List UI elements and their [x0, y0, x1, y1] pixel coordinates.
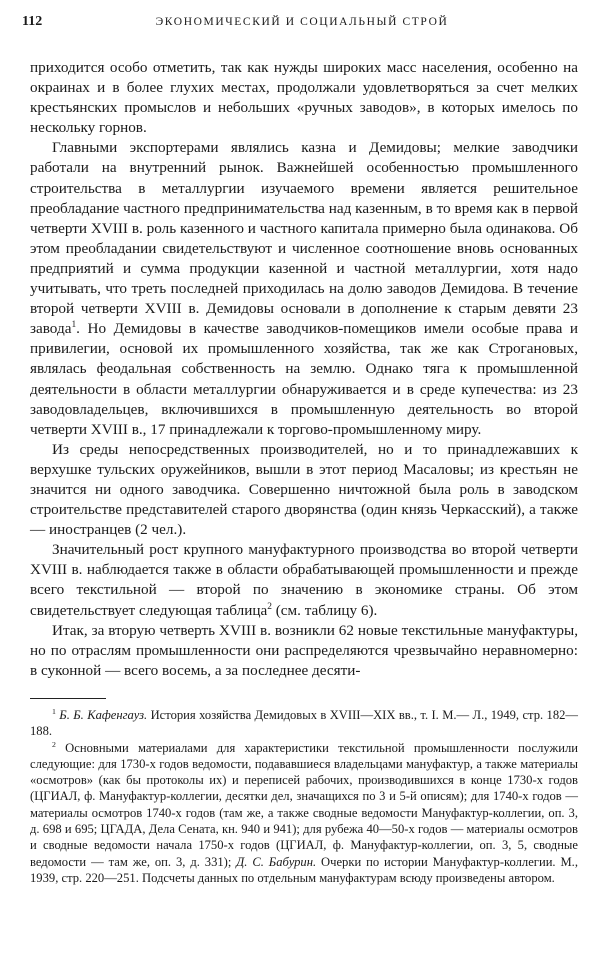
footnote-2-author: Д. С. Бабурин. [236, 854, 317, 869]
page-number: 112 [22, 14, 43, 29]
paragraph-manufactures: Итак, за вторую четверть XVIII в. возникли 62 новые текстильные мануфактуры, но по отраслям промышленности они распределяются чрезвычайно неравномерно: в суконной — всего восемь, а за последнее десяти- [30, 621, 578, 679]
footnote-1-mark: 1 [52, 706, 56, 716]
footnote-1-author: Б. Б. Кафенгауз. [59, 707, 148, 722]
footnote-2-tail: Очерки по истории Мануфактур-коллегии. М., 1939, стр. 220—251. Подсчеты данных по отдельным мануфактурам всюду произведены автором. [30, 854, 578, 885]
paragraph-text: (см. таблицу 6). [271, 601, 378, 619]
paragraph-text: Значительный рост крупного мануфактурного производства во второй четверти XVIII в. наблюдается также в области обрабатывающей промышленности и прежде всего текстильной — второй по значению в экономике страны. Об этом свидетельствует следующая таблица [30, 541, 578, 619]
paragraph-exporters [30, 138, 578, 439]
footnote-2-text: Основными материалами для характеристики текстильной промышленности послужили следующие: для 1730-х годов ведомости, подававшиеся владельцами мануфактур, а также материалы «осмотров» (как бы протоколы их) и переписей рабочих, производившихся в конце 1730-х годов (ЦГИАЛ, ф. Мануфактур-коллегии, десятки дел, значащихся по 3 и 5-й описям); для 1740-х годов — материалы осмотров 1740-х годов (там же, а также сводные ведомости Мануфактур-коллегии, оп. 3, д. 698 и 695; ЦГАДА, Дела Сената, кн. 940 и 941); для рубежа 40—50-х годов — материалы осмотров и сводные ведомости начала 1750-х годов (ЦГИАЛ, ф. Мануфактур-коллегии, оп. 3, 5, сводные ведомости — там же, оп. 3, д. 331); [30, 740, 578, 869]
footnote-1 [30, 707, 578, 740]
paragraph-text: Главными экспортерами являлись казна и Демидовы; мелкие заводчики работали на внутренний рынок. Важнейшей особенностью промышленного строительства в металлургии изучаемого времени является решительное преобладание частного предпринимательства над казенным, в то время как в первой четверти XVIII в. роль казенного и частного капитала примерно была одинакова. Об этом преобладании свидетельствуют и численное соотношение вновь основанных предприятий и сумма продукции казенной и частной металлургии, хотя надо учитывать, что треть последней приходилась на долю заводов Демидова. В течение второй четверти XVIII в. Демидовы основали в дополнение к старым девяти 23 завода [30, 139, 578, 338]
footnote-2 [30, 740, 578, 887]
paragraph-continuation: приходится особо отметить, так как нужды широких масс населения, особенно на окраинах и в более глухих местах, продолжали удовлетворяться за счет мелких крестьянских промыслов и небольших «ручных заводов», в которых имелось по нескольку горнов. [30, 59, 578, 137]
footnote-2-mark: 2 [52, 739, 56, 749]
footnote-ref-2[interactable]: 2 [267, 601, 272, 612]
paragraph-text: . Но Демидовы в качестве заводчиков-помещиков имели особые права и привилегии, основой их промышленного хозяйства, так же как Строгановых, являлась феодальная собственность на землю. Однако тяга к промышленной деятельности в области металлургии обнаруживается и в среде купечества: из 23 заводовладельцев, включившихся в промышленную деятельность во второй четверти XVIII в., 17 принадлежали к торгово-промышленному миру. [30, 320, 578, 438]
paragraph-textile-growth [30, 540, 578, 620]
running-title: ЭКОНОМИЧЕСКИЙ И СОЦИАЛЬНЫЙ СТРОЙ [155, 16, 449, 28]
paragraph-producers: Из среды непосредственных производителей, но и то принадлежавших к верхушке тульских оружейников, вышли в этот период Масаловы; из крестьян не значится ни одного заводчика. Совершенно ничтожной была роль в заводском строительстве представителей старого дворянства (один князь Черкасский), а также — иностранцев (2 чел.). [30, 440, 578, 539]
footnote-ref-1[interactable]: 1 [71, 320, 77, 331]
page-content [30, 58, 578, 886]
footnote-1-text: История хозяйства Демидовых в XVIII—XIX вв., т. I. М.— Л., 1949, стр. 182—188. [30, 707, 579, 739]
footnote-divider [30, 698, 106, 699]
page-header [22, 14, 582, 34]
